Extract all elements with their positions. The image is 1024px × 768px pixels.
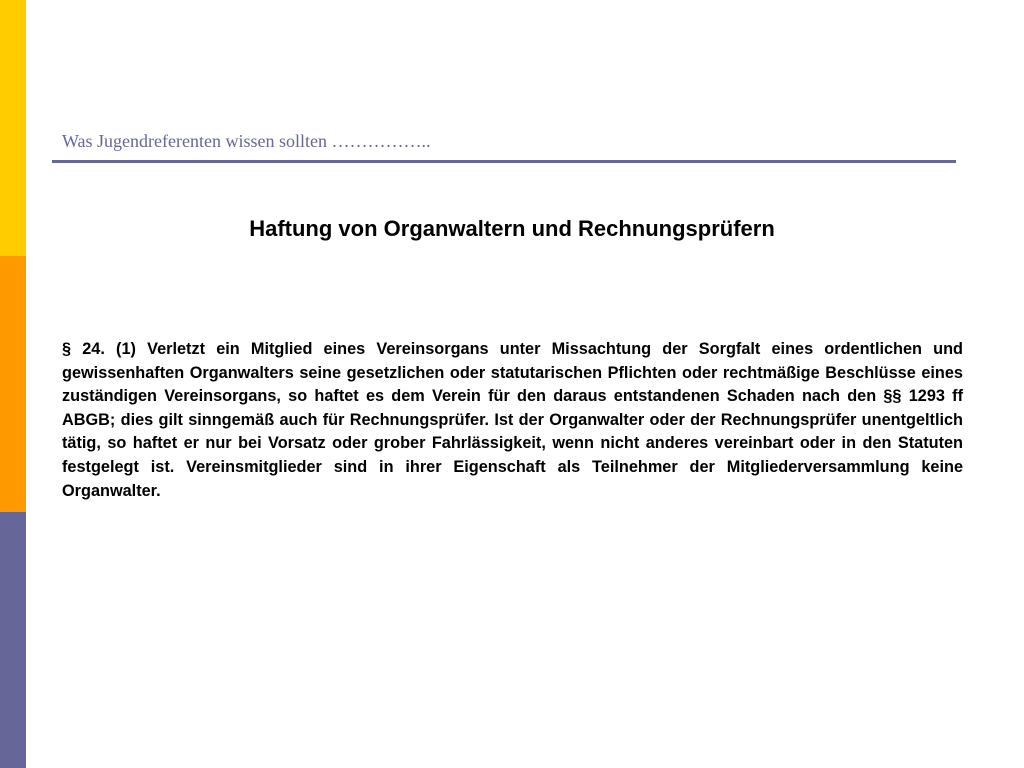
slide-title: Haftung von Organwaltern und Rechnungsprüfern	[249, 216, 775, 241]
slide-body-paragraph: § 24. (1) Verletzt ein Mitglied eines Vereinsorgans unter Missachtung der Sorgfalt eines ordentlichen und gewissenhaften Organwalters seine gesetzlichen oder statutarischen Pflichten oder rechtmäßige Beschlüsse eines zuständigen Vereinsorgans, so haftet es dem Verein für den daraus entstandenen Schaden nach den §§ 1293 ff ABGB; dies gilt sinngemäß auch für Rechnungsprüfer. Ist der Organwalter oder der Rechnungsprüfer unentgeltlich tätig, so haftet er nur bei Vorsatz oder grober Fahrlässigkeit, wenn nicht anderes vereinbart oder in den Statuten festgelegt ist. Vereinsmitglieder sind in ihrer Eigenschaft als Teilnehmer der Mitgliederversammlung keine Organwalter.	[62, 340, 963, 500]
side-bar-purple-segment	[0, 512, 26, 768]
side-color-bar	[0, 0, 26, 768]
side-bar-yellow-segment	[0, 0, 26, 256]
slide-header: Was Jugendreferenten wissen sollten ……………..	[62, 131, 431, 151]
side-bar-orange-segment	[0, 256, 26, 512]
header-divider	[52, 160, 956, 163]
